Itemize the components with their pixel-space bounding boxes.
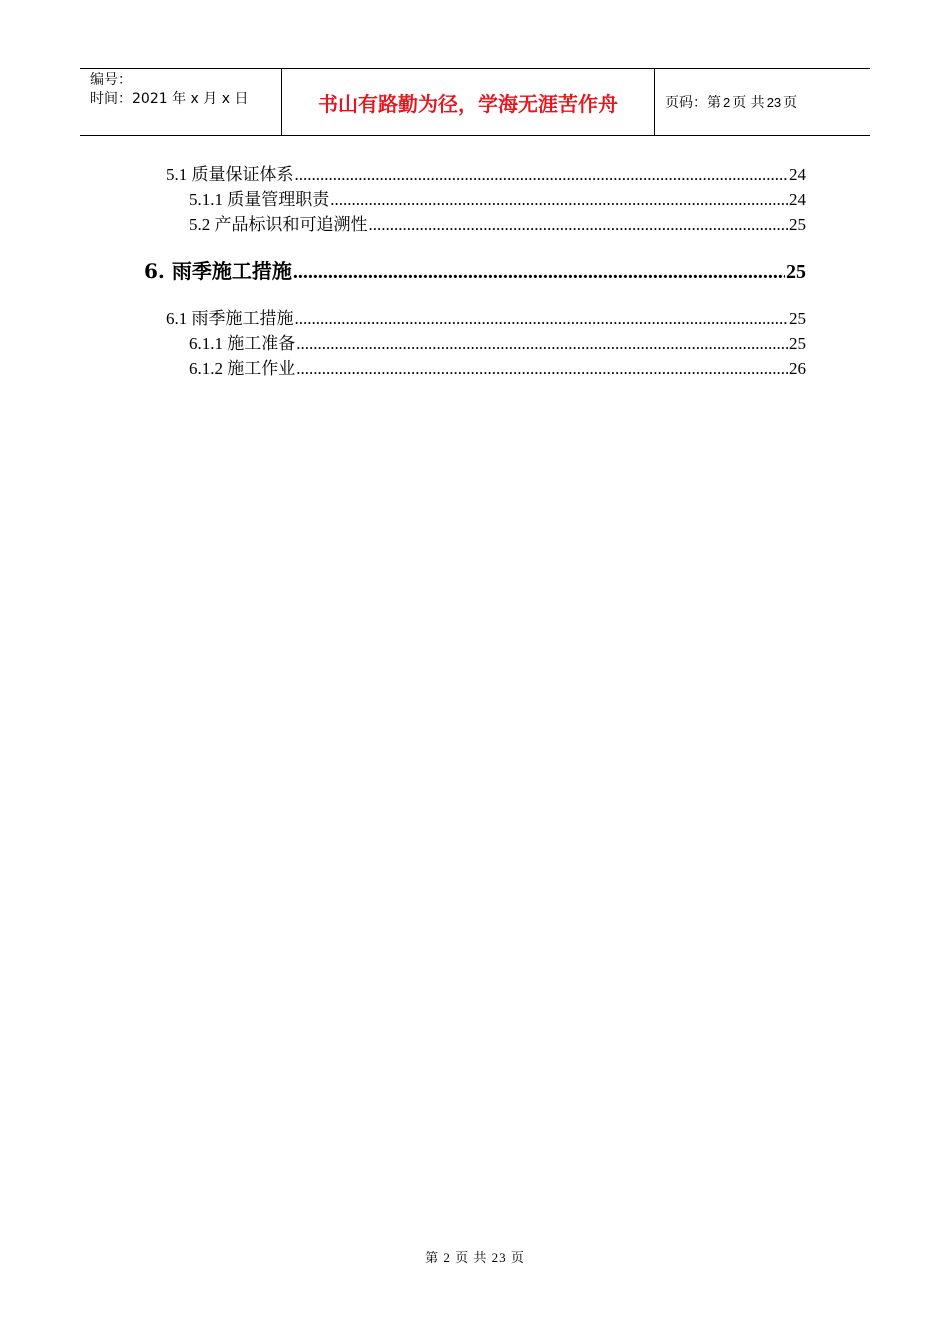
- page-total: 23: [766, 94, 782, 110]
- toc-entry-label: 6. 雨季施工措施: [144, 259, 292, 283]
- toc-leader-dots: [293, 261, 785, 284]
- toc-entry-page: 26: [789, 359, 806, 378]
- toc-entry[interactable]: [189, 210, 806, 235]
- header-motto-cell: [282, 69, 655, 135]
- toc-entry-label: 5.1.1 质量管理职责: [189, 190, 330, 209]
- page-prefix: 页码：第: [665, 95, 721, 111]
- toc-leader-dots: [295, 309, 789, 329]
- toc-entry[interactable]: [189, 329, 806, 354]
- toc-entry[interactable]: [189, 185, 806, 210]
- toc-entry[interactable]: [189, 354, 806, 379]
- toc-entry-label: 5.1 质量保证体系: [166, 165, 294, 184]
- time-label: 时间：2021 年 x 月 x 日: [90, 91, 249, 107]
- motto-text: 书山有路勤为径，学海无涯苦作舟: [318, 91, 618, 116]
- toc-entry-page: 25: [789, 334, 806, 353]
- header-page-cell: [655, 69, 870, 135]
- footer-page-text: 第 2 页 共 23 页: [425, 1250, 525, 1265]
- toc-entry-label: 6.1.2 施工作业: [189, 359, 296, 378]
- page-suffix: 页: [783, 95, 798, 111]
- toc-entry[interactable]: [166, 160, 806, 185]
- toc-entry-label: 6.1 雨季施工措施: [166, 309, 294, 328]
- toc-leader-dots: [296, 359, 788, 379]
- toc-entry-label: 5.2 产品标识和可追溯性: [189, 215, 368, 234]
- page-footer: [0, 1247, 950, 1266]
- page-mid: 页 共: [732, 95, 765, 111]
- toc-entry-page: 24: [789, 190, 806, 209]
- toc-entry[interactable]: [144, 255, 806, 284]
- toc-leader-dots: [296, 334, 788, 354]
- page-header: [80, 68, 870, 136]
- toc-entry-page: 25: [786, 261, 806, 283]
- header-meta: [80, 69, 282, 135]
- toc-leader-dots: [330, 190, 788, 210]
- doc-number-label: 编号：: [90, 72, 132, 88]
- toc-leader-dots: [369, 215, 789, 235]
- toc-leader-dots: [295, 165, 789, 185]
- toc-entry-page: 25: [789, 215, 806, 234]
- toc-entry[interactable]: [166, 304, 806, 329]
- toc-entry-page: 25: [789, 309, 806, 328]
- page-current: 2: [723, 94, 731, 110]
- toc-entry-page: 24: [789, 165, 806, 184]
- toc-entry-label: 6.1.1 施工准备: [189, 334, 296, 353]
